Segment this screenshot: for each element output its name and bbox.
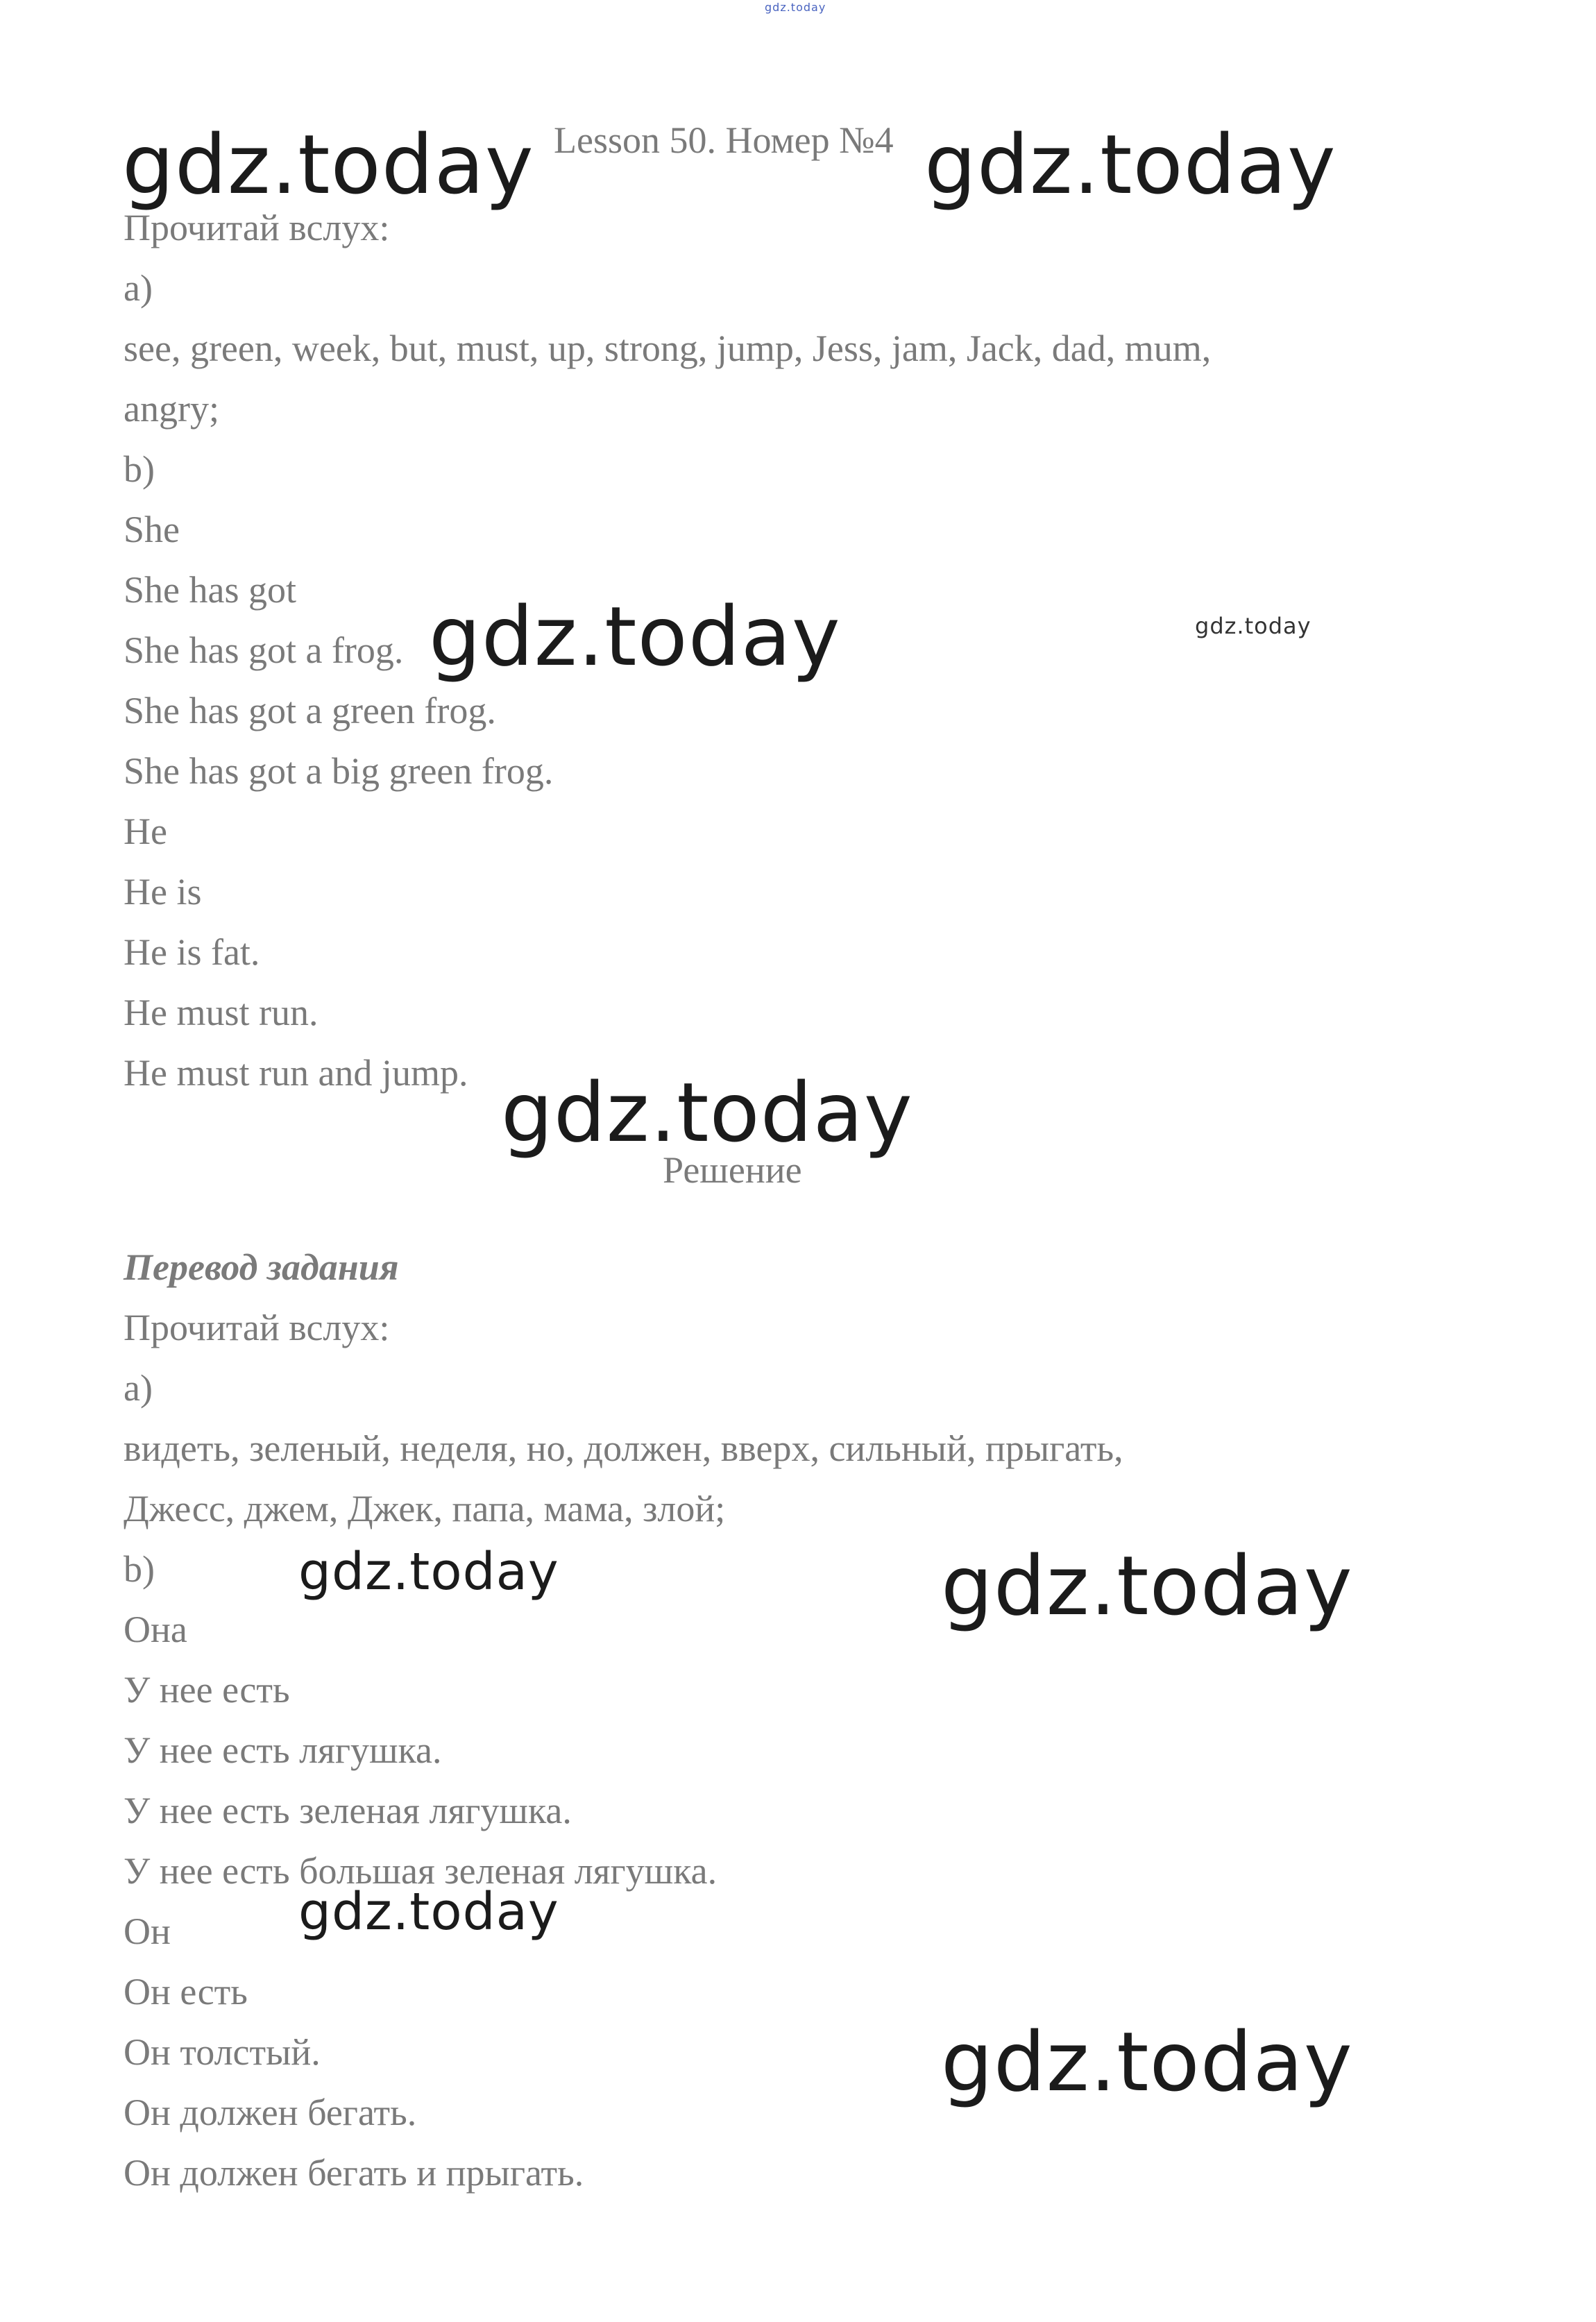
translation-line: У нее есть лягушка. <box>124 1729 442 1771</box>
translation-line: Он толстый. <box>124 2031 321 2073</box>
task-part-a-line1: see, green, week, but, must, up, strong, jump, Jess, jam, Jack, dad, mum, <box>124 328 1212 369</box>
translation-part-a-line1: видеть, зеленый, неделя, но, должен, вверх, сильный, прыгать, <box>124 1427 1123 1469</box>
task-line: He is <box>124 871 202 913</box>
task-part-b-label: b) <box>124 448 155 490</box>
translation-line: Он должен бегать. <box>124 2092 417 2133</box>
translation-line: У нее есть <box>124 1669 290 1711</box>
watermark: gdz.today <box>501 1065 913 1160</box>
task-line: She has got <box>124 569 296 611</box>
task-line: He must run and jump. <box>124 1052 468 1094</box>
translation-line: У нее есть зеленая лягушка. <box>124 1790 572 1831</box>
translation-heading: Перевод задания <box>124 1246 399 1288</box>
watermark: gdz.today <box>122 117 534 212</box>
translation-part-b-label: b) <box>124 1548 155 1590</box>
watermark-top: gdz.today <box>765 1 826 14</box>
page-title: Lesson 50. Номер №4 <box>554 119 894 161</box>
translation-line: Она <box>124 1609 187 1650</box>
solution-heading: Решение <box>663 1149 802 1191</box>
task-part-a-label: a) <box>124 267 153 309</box>
watermark: gdz.today <box>924 117 1336 212</box>
task-line: He is fat. <box>124 931 260 973</box>
translation-line: Он должен бегать и прыгать. <box>124 2152 584 2194</box>
watermark: gdz.today <box>429 588 841 684</box>
translation-line: Он есть <box>124 1971 248 2012</box>
translation-line: У нее есть большая зеленая лягушка. <box>124 1850 718 1892</box>
task-line: He must run. <box>124 992 319 1033</box>
translation-intro: Прочитай вслух: <box>124 1307 390 1348</box>
task-line: She has got a frog. <box>124 629 404 671</box>
task-intro: Прочитай вслух: <box>124 207 390 248</box>
task-line: She <box>124 509 180 550</box>
task-line: He <box>124 811 167 852</box>
task-line: She has got a big green frog. <box>124 750 554 792</box>
watermark: gdz.today <box>941 2014 1353 2110</box>
translation-part-a-label: a) <box>124 1367 153 1409</box>
watermark: gdz.today <box>298 1882 559 1942</box>
translation-line: Он <box>124 1910 171 1952</box>
watermark: gdz.today <box>941 1538 1353 1634</box>
task-line: She has got a green frog. <box>124 690 496 731</box>
task-part-a-line2: angry; <box>124 388 219 430</box>
watermark: gdz.today <box>1195 613 1311 639</box>
watermark: gdz.today <box>298 1542 559 1602</box>
translation-part-a-line2: Джесс, джем, Джек, папа, мама, злой; <box>124 1488 726 1529</box>
